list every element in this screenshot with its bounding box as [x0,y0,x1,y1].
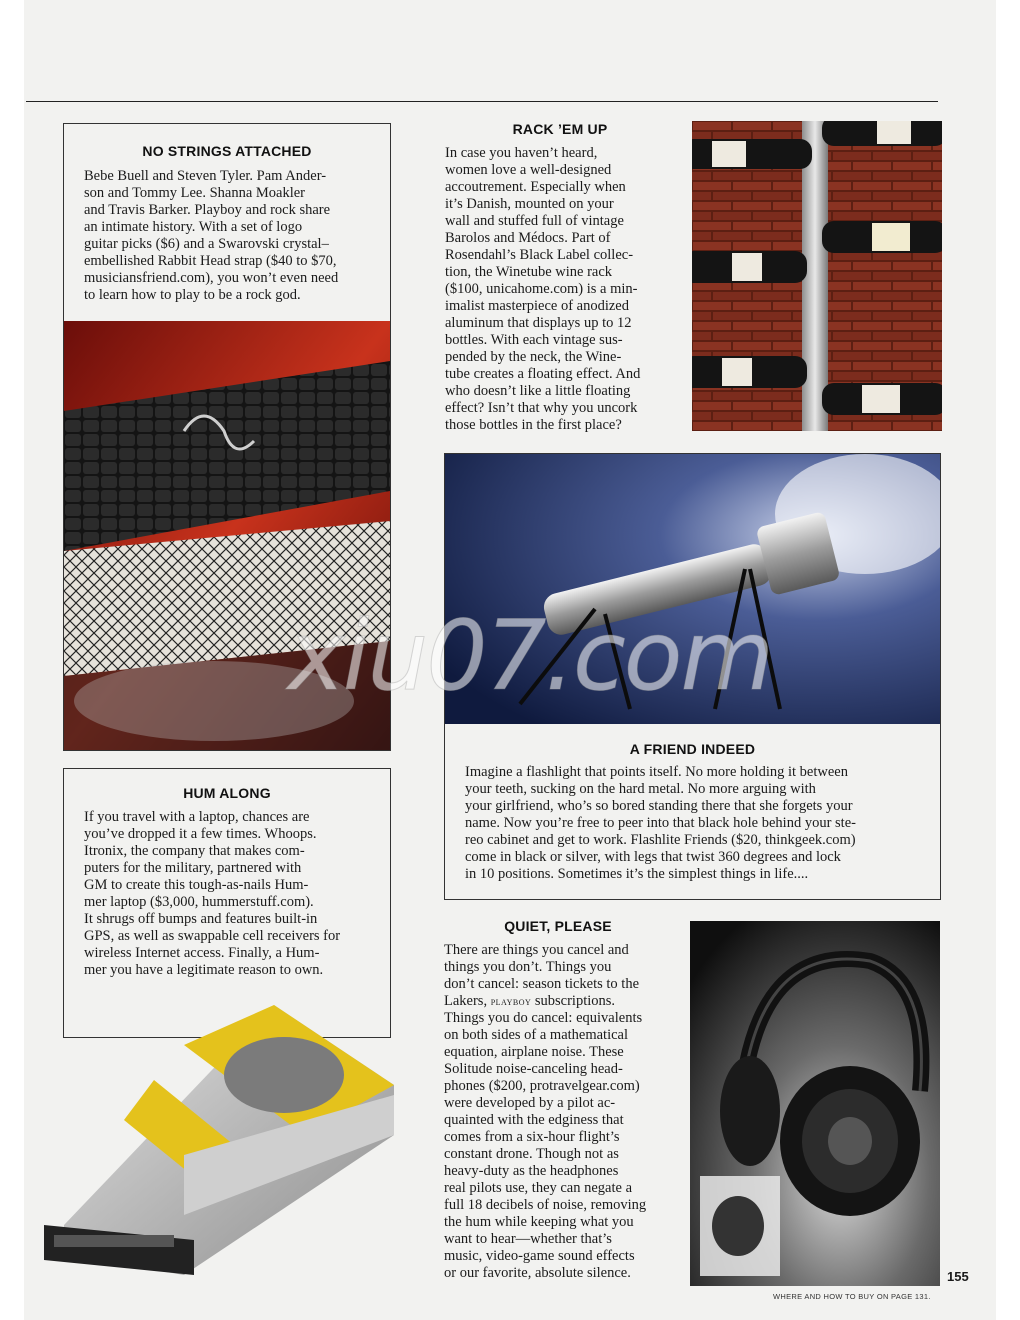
hummer-laptop-photo [34,985,424,1280]
hum-along-heading: HUM ALONG [183,785,271,801]
quiet-please-text [444,942,674,1282]
text-line: heavy-duty as the headphones [444,1163,619,1179]
text-line: imalist masterpiece of anodized [445,298,629,314]
text-fragment: Lakers, [444,993,491,1009]
text-line: or our favorite, absolute silence. [444,1265,631,1281]
text-line: aluminum that displays up to 12 [445,315,632,331]
text-line: son and Tommy Lee. Shanna Moakler [84,185,306,201]
where-to-buy-footer: WHERE AND HOW TO BUY ON PAGE 131. [773,1292,931,1301]
text-line: mer you have a legitimate reason to own. [84,962,324,978]
rack-em-up-text [445,145,671,434]
text-line: In case you haven’t heard, [445,145,598,161]
text-line: tube creates a floating effect. And [445,366,641,382]
text-fragment: subscriptions. [531,993,616,1009]
text-line: pended by the neck, the Wine- [445,349,622,365]
text-line: If you travel with a laptop, chances are [84,809,310,825]
text-line: music, video-game sound effects [444,1248,635,1264]
text-line: Things you do cancel: equivalents [444,1010,643,1026]
text-line: wireless Internet access. Finally, a Hum- [84,945,320,961]
text-line: wall and stuffed full of vintage [445,213,624,229]
text-line: There are things you cancel and [444,942,629,958]
a-friend-indeed-heading: A FRIEND INDEED [629,741,756,757]
text-line: phones ($200, protravelgear.com) [444,1078,640,1094]
text-line: puters for the military, partnered with [84,860,302,876]
wine-rack-photo [692,121,942,431]
text-line: Solitude noise-canceling head- [444,1061,623,1077]
text-line: comes from a six-hour flight’s [444,1129,620,1145]
playboy-smallcaps: playboy [490,994,532,1008]
text-line: in 10 positions. Sometimes it’s the simplest things in life.... [465,866,809,882]
watermark: xiu07.com [287,600,773,712]
text-line: things you don’t. Things you [444,959,612,975]
text-line: It shrugs off bumps and features built-in [84,911,318,927]
text-line: GM to create this tough-as-nails Hum- [84,877,309,893]
no-strings-heading: NO STRINGS ATTACHED [142,143,312,159]
no-strings-text [84,168,374,304]
text-line: Bebe Buell and Steven Tyler. Pam Ander- [84,168,327,184]
text-line: an intimate history. With a set of logo [84,219,303,235]
text-line: and Travis Barker. Playboy and rock share [84,202,331,218]
text-line: Barolos and Médocs. Part of [445,230,611,246]
text-line: accoutrement. Especially when [445,179,626,195]
quiet-please-heading: QUIET, PLEASE [504,918,612,934]
headphones-photo [690,921,940,1286]
text-line: you’ve dropped it a few times. Whoops. [84,826,317,842]
text-line: those bottles in the first place? [445,417,622,433]
text-line: effect? Isn’t that why you uncork [445,400,638,416]
text-line: quainted with the edginess that [444,1112,624,1128]
text-line: ($100, unicahome.com) is a min- [445,281,638,297]
text-line: your teeth, sucking on the hard metal. No more arguing with [465,781,816,797]
text-line: Rosendahl’s Black Label collec- [445,247,634,263]
text-line: real pilots use, they can negate a [444,1180,633,1196]
text-line: it’s Danish, mounted on your [445,196,614,212]
text-line: musiciansfriend.com), you won’t even need [84,270,339,286]
text-line: want to hear—whether that’s [444,1231,612,1247]
page-number: 155 [947,1269,969,1284]
rack-em-up-heading: RACK ’EM UP [512,121,608,137]
hum-along-text [84,809,376,979]
text-line: were developed by a pilot ac- [444,1095,616,1111]
text-line: reo cabinet and get to work. Flashlite Friends ($20, thinkgeek.com) [465,832,856,848]
text-line: don’t cancel: season tickets to the [444,976,640,992]
text-line: come in black or silver, with legs that twist 360 degrees and lock [465,849,841,865]
text-line: bottles. With each vintage sus- [445,332,623,348]
text-line: women love a well-designed [445,162,612,178]
text-line: the hum while keeping what you [444,1214,634,1230]
text-line: GPS, as well as swappable cell receivers for [84,928,341,944]
text-line: embellished Rabbit Head strap ($40 to $70, [84,253,337,269]
text-line: tion, the Winetube wine rack [445,264,613,280]
text-line: equation, airplane noise. These [444,1044,624,1060]
text-line: mer laptop ($3,000, hummerstuff.com). [84,894,314,910]
text-line: constant drone. Though not as [444,1146,619,1162]
top-rule [26,101,938,102]
text-line: Imagine a flashlight that points itself. No more holding it between [465,764,848,780]
a-friend-indeed-text [465,764,925,883]
text-line [444,993,674,1010]
text-line: your girlfriend, who’s so bored standing there that she forgets your [465,798,853,814]
text-line: Itronix, the company that makes com- [84,843,305,859]
text-line: to learn how to play to be a rock god. [84,287,301,303]
text-line: full 18 decibels of noise, removing [444,1197,647,1213]
text-line: guitar picks ($6) and a Swarovski crystal– [84,236,329,252]
text-line: who doesn’t like a little floating [445,383,631,399]
text-line: on both sides of a mathematical [444,1027,629,1043]
text-line: name. Now you’re free to peer into that black hole behind your ste- [465,815,856,831]
